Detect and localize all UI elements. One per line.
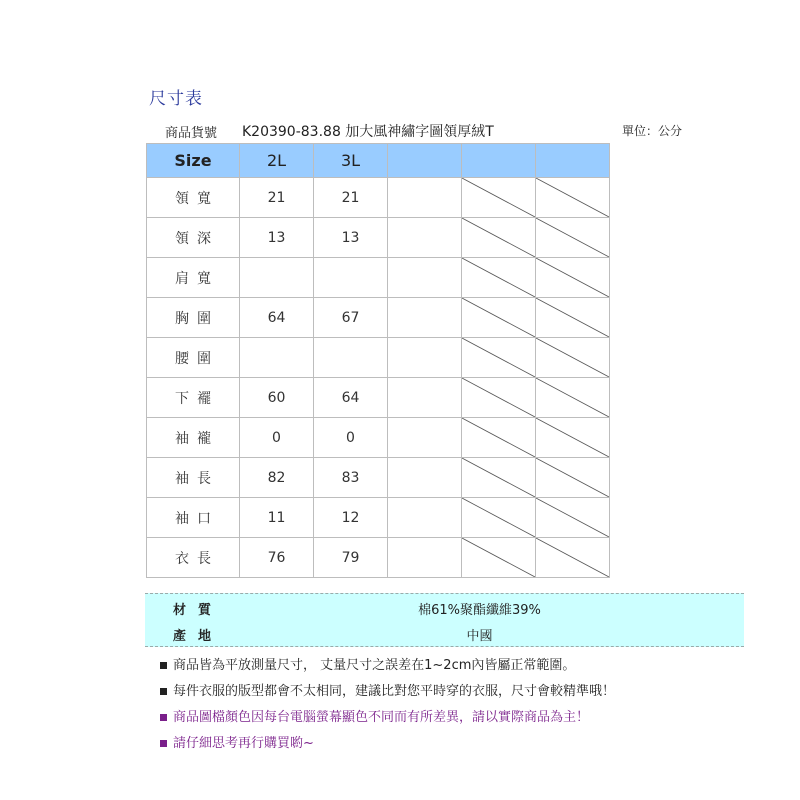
origin-value: 中國 bbox=[466, 629, 493, 644]
bullet-icon bbox=[160, 662, 167, 669]
table-row bbox=[147, 338, 610, 378]
note-item: 請仔細思考再行購買喲~ bbox=[160, 734, 615, 760]
size-value-cell: 21 bbox=[314, 178, 388, 218]
row-label: 胸圍 bbox=[147, 298, 240, 338]
unit-label: 單位：公分 bbox=[622, 124, 683, 138]
table-row bbox=[147, 218, 610, 258]
size-value-cell bbox=[314, 258, 388, 298]
table-row bbox=[147, 538, 610, 578]
table-row bbox=[147, 418, 610, 458]
row-label: 領寬 bbox=[147, 178, 240, 218]
header-empty bbox=[388, 144, 462, 178]
table-row bbox=[147, 378, 610, 418]
diagonal-cell bbox=[536, 298, 610, 338]
diagonal-cell bbox=[462, 258, 536, 298]
bullet-icon bbox=[160, 688, 167, 695]
diagonal-cell bbox=[462, 458, 536, 498]
size-value-cell: 11 bbox=[240, 498, 314, 538]
table-row bbox=[147, 298, 610, 338]
size-value-cell bbox=[314, 338, 388, 378]
product-code: K20390-83.88 加大風神繡字圖領厚絨T bbox=[242, 124, 494, 140]
size-value-cell: 67 bbox=[314, 298, 388, 338]
table-row bbox=[147, 258, 610, 298]
size-value-cell: 12 bbox=[314, 498, 388, 538]
row-label: 袖長 bbox=[147, 458, 240, 498]
row-label: 下襬 bbox=[147, 378, 240, 418]
size-value-cell: 79 bbox=[314, 538, 388, 578]
diagonal-cell bbox=[462, 538, 536, 578]
diagonal-cell bbox=[536, 178, 610, 218]
empty-cell bbox=[388, 218, 462, 258]
diagonal-cell bbox=[536, 418, 610, 458]
material-row bbox=[145, 594, 744, 620]
diagonal-cell bbox=[536, 338, 610, 378]
bullet-icon bbox=[160, 740, 167, 747]
diagonal-cell bbox=[462, 298, 536, 338]
header-empty bbox=[536, 144, 610, 178]
size-value-cell: 64 bbox=[240, 298, 314, 338]
size-value-cell: 0 bbox=[240, 418, 314, 458]
size-value-cell bbox=[240, 338, 314, 378]
size-value-cell: 13 bbox=[240, 218, 314, 258]
row-label: 腰圍 bbox=[147, 338, 240, 378]
empty-cell bbox=[388, 178, 462, 218]
header-2l: 2L bbox=[240, 144, 314, 178]
size-value-cell: 64 bbox=[314, 378, 388, 418]
diagonal-cell bbox=[536, 538, 610, 578]
row-label: 衣長 bbox=[147, 538, 240, 578]
table-row bbox=[147, 458, 610, 498]
diagonal-cell bbox=[462, 418, 536, 458]
empty-cell bbox=[388, 338, 462, 378]
size-value-cell: 21 bbox=[240, 178, 314, 218]
bullet-icon bbox=[160, 714, 167, 721]
product-label: 商品貨號 bbox=[165, 126, 218, 141]
row-label: 領深 bbox=[147, 218, 240, 258]
diagonal-cell bbox=[536, 218, 610, 258]
empty-cell bbox=[388, 498, 462, 538]
diagonal-cell bbox=[536, 378, 610, 418]
material-value: 棉61%聚酯纖維39% bbox=[418, 603, 541, 618]
row-label: 袖口 bbox=[147, 498, 240, 538]
diagonal-cell bbox=[536, 458, 610, 498]
diagonal-cell bbox=[536, 258, 610, 298]
empty-cell bbox=[388, 458, 462, 498]
diagonal-cell bbox=[462, 338, 536, 378]
note-item: 每件衣服的版型都會不太相同，建議比對您平時穿的衣服，尺寸會較精準哦！ bbox=[160, 682, 615, 708]
page-title: 尺寸表 bbox=[149, 89, 203, 109]
empty-cell bbox=[388, 258, 462, 298]
size-value-cell: 76 bbox=[240, 538, 314, 578]
header-size: Size bbox=[147, 144, 240, 178]
origin-label: 產地 bbox=[173, 629, 224, 644]
size-value-cell: 13 bbox=[314, 218, 388, 258]
size-value-cell: 83 bbox=[314, 458, 388, 498]
diagonal-cell bbox=[462, 378, 536, 418]
diagonal-cell bbox=[462, 178, 536, 218]
size-value-cell: 0 bbox=[314, 418, 388, 458]
size-value-cell: 60 bbox=[240, 378, 314, 418]
table-row bbox=[147, 178, 610, 218]
origin-row bbox=[145, 620, 744, 646]
empty-cell bbox=[388, 538, 462, 578]
empty-cell bbox=[388, 378, 462, 418]
size-value-cell: 82 bbox=[240, 458, 314, 498]
material-block bbox=[145, 593, 744, 647]
note-item: 商品圖檔顏色因每台電腦螢幕顯色不同而有所差異，請以實際商品為主！ bbox=[160, 708, 615, 734]
notes-list bbox=[160, 656, 615, 760]
diagonal-cell bbox=[462, 498, 536, 538]
size-table bbox=[146, 143, 610, 578]
empty-cell bbox=[388, 298, 462, 338]
row-label: 肩寬 bbox=[147, 258, 240, 298]
row-label: 袖襱 bbox=[147, 418, 240, 458]
diagonal-cell bbox=[462, 218, 536, 258]
size-value-cell bbox=[240, 258, 314, 298]
header-3l: 3L bbox=[314, 144, 388, 178]
material-label: 材質 bbox=[173, 603, 224, 618]
note-item: 商品皆為平放測量尺寸， 丈量尺寸之誤差在1~2cm內皆屬正常範圍。 bbox=[160, 656, 615, 682]
header-empty bbox=[462, 144, 536, 178]
table-row bbox=[147, 498, 610, 538]
size-table-header bbox=[147, 144, 610, 178]
diagonal-cell bbox=[536, 498, 610, 538]
empty-cell bbox=[388, 418, 462, 458]
